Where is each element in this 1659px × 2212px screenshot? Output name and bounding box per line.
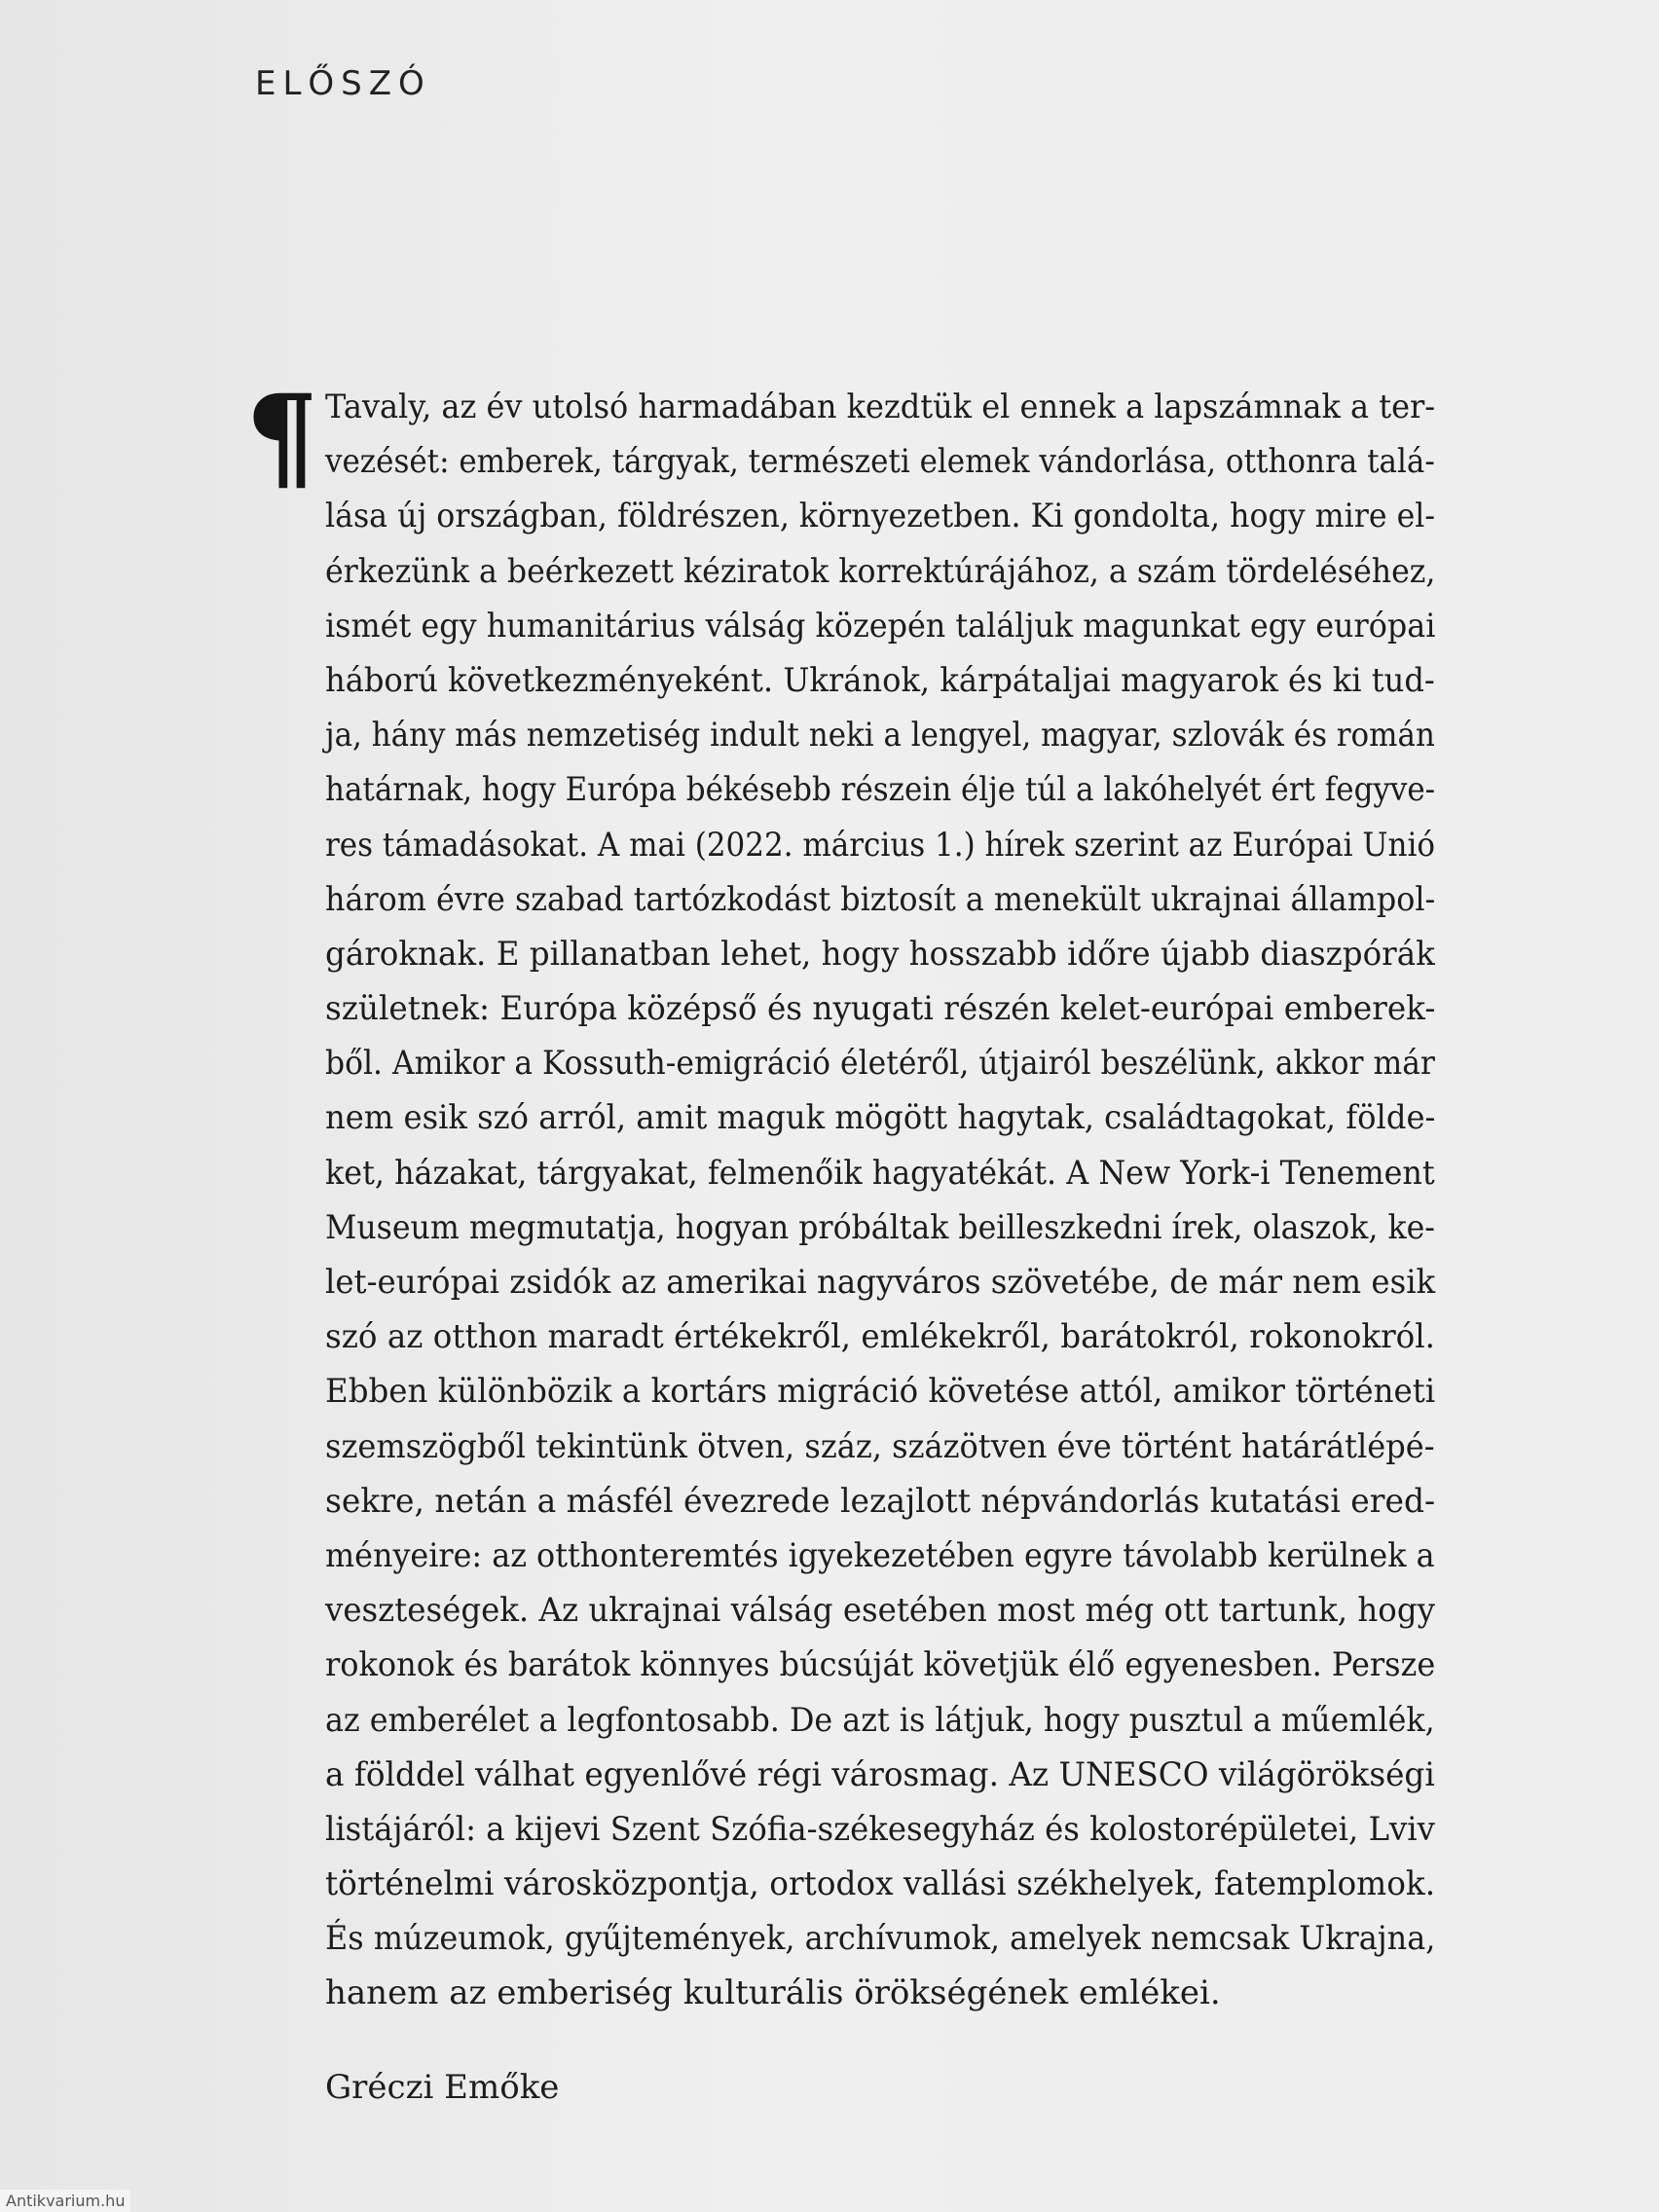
foreword-body: [325, 380, 1435, 2021]
body-line: a földdel válhat egyenlővé régi városmag. Az UNESCO világörökségi: [325, 1754, 1435, 1794]
body-line: ből. Amikor a Kossuth-emigráció életéről, útjairól beszélünk, akkor már: [325, 1044, 1435, 1084]
body-line: gároknak. E pillanatban lehet, hogy hosszabb időre újabb diaszpórák: [325, 934, 1435, 974]
body-line: ismét egy humanitárius válság közepén találjuk magunkat egy európai: [325, 606, 1436, 645]
body-line: És múzeumok, gyűjtemények, archívumok, amelyek nemcsak Ukrajna,: [325, 1919, 1436, 1959]
body-line: ményeire: az otthonteremtés igyekezetében egyre távolabb kerülnek a: [325, 1535, 1435, 1575]
pilcrow-initial: ¶: [245, 369, 319, 504]
body-line: érkezünk a beérkezett kéziratok korrektúrájához, a szám tördeléséhez,: [325, 551, 1436, 591]
body-line: határnak, hogy Európa békésebb részein élje túl a lakóhelyét ért fegyve-: [325, 770, 1436, 810]
author-signature: Gréczi Emőke: [325, 2068, 560, 2107]
body-line: Tavaly, az év utolsó harmadában kezdtük el ennek a lapszámnak a ter-: [325, 387, 1436, 426]
body-line: veszteségek. Az ukrajnai válság esetében most még ott tartunk, hogy: [325, 1591, 1435, 1631]
body-line: háború következményeként. Ukránok, kárpátaljai magyarok és ki tud-: [325, 660, 1435, 700]
body-line: történelmi városközpontja, ortodox vallási székhelyek, fatemplomok.: [325, 1864, 1436, 1904]
body-line: Ebben különbözik a kortárs migráció követése attól, amikor történeti: [325, 1372, 1436, 1412]
page-heading: ELŐSZÓ: [255, 64, 431, 103]
body-line: az emberélet a legfontosabb. De azt is látjuk, hogy pusztul a műemlék,: [325, 1700, 1435, 1740]
body-line: szó az otthon maradt értékekről, emlékekről, barátokról, rokonokról.: [325, 1317, 1436, 1357]
body-line: lása új országban, földrészen, környezetben. Ki gondolta, hogy mire el-: [325, 497, 1436, 536]
body-line: hanem az emberiség kulturális örökségének emlékei.: [325, 1973, 1221, 2013]
body-line: születnek: Európa középső és nyugati részén kelet-európai emberek-: [325, 989, 1436, 1029]
body-line: res támadásokat. A mai (2022. március 1.) hírek szerint az Európai Unió: [325, 825, 1436, 865]
body-line: let-európai zsidók az amerikai nagyváros szövetébe, de már nem esik: [325, 1263, 1436, 1302]
body-line: vezését: emberek, tárgyak, természeti elemek vándorlása, otthonra talá-: [325, 442, 1435, 482]
body-line: szemszögből tekintünk ötven, száz, százötven éve történt határátlépé-: [325, 1426, 1435, 1466]
body-line: három évre szabad tartózkodást biztosít a menekült ukrajnai állampol-: [325, 879, 1436, 919]
site-watermark: Antikvarium.hu: [0, 2190, 130, 2212]
body-line: sekre, netán a másfél évezrede lezajlott népvándorlás kutatási ered-: [325, 1481, 1436, 1521]
body-line: rokonok és barátok könnyes búcsúját követjük élő egyenesben. Persze: [325, 1645, 1436, 1685]
body-line: Museum megmutatja, hogyan próbáltak beilleszkedni írek, olaszok, ke-: [325, 1207, 1435, 1247]
body-line: listájáról: a kijevi Szent Szófia-székesegyház és kolostorépületei, Lviv: [325, 1809, 1435, 1849]
body-line: nem esik szó arról, amit maguk mögött hagytak, családtagokat, földe-: [325, 1098, 1436, 1138]
body-line: ket, házakat, tárgyakat, felmenőik hagyatékát. A New York-i Tenement: [325, 1153, 1435, 1193]
body-line: ja, hány más nemzetiség indult neki a lengyel, magyar, szlovák és román: [325, 716, 1435, 756]
